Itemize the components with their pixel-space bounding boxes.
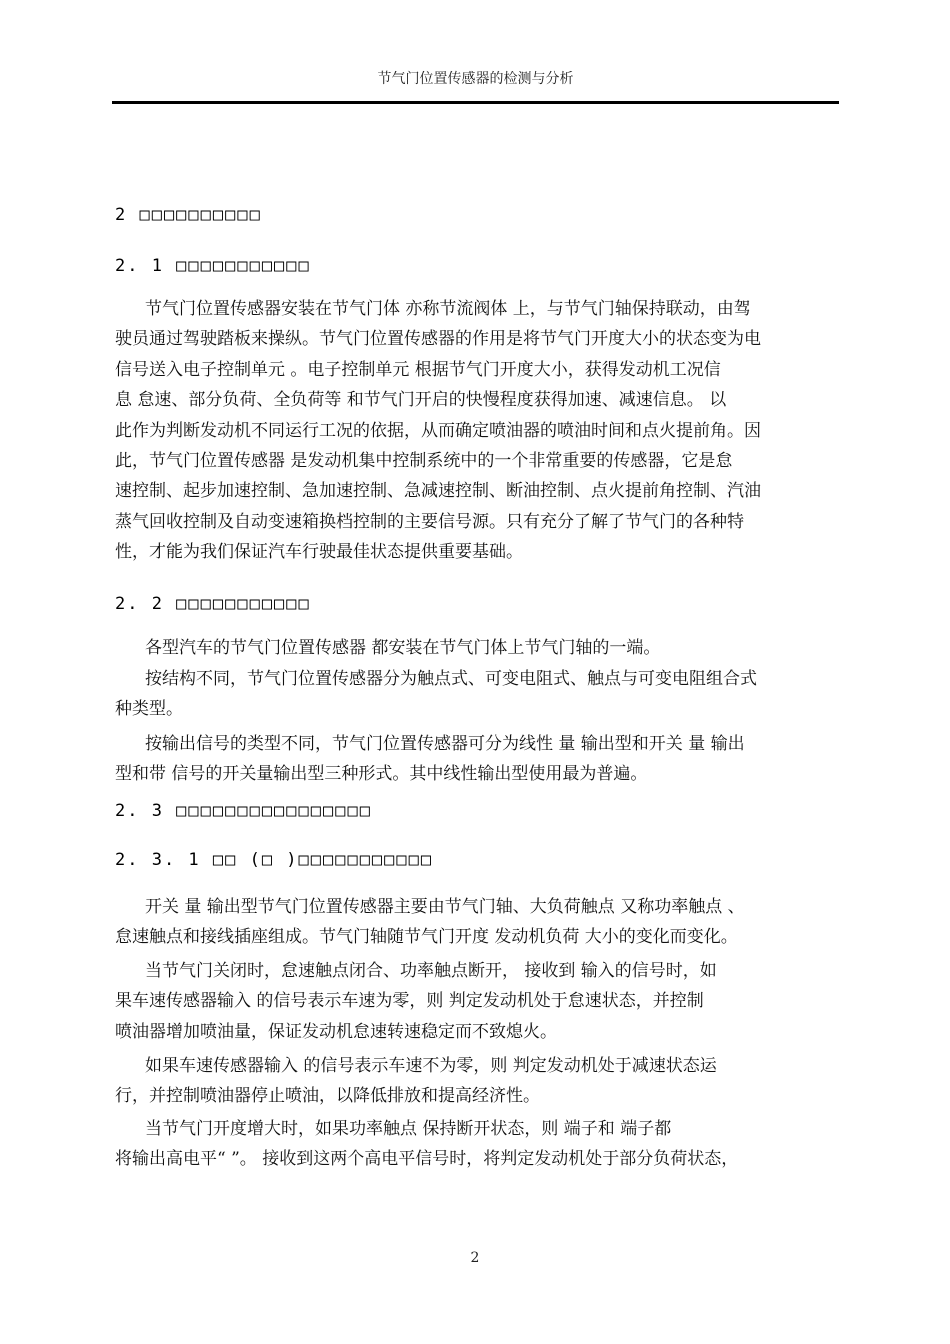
paragraph-2-3-1-1 bbox=[115, 892, 837, 953]
paragraph-2-3-1-4 bbox=[115, 1114, 837, 1175]
text-line: 按输出信号的类型不同，节气门位置传感器可分为线性 量 输出型和开关 量 输出 bbox=[145, 734, 745, 754]
text-line: 信号送入电子控制单元 。电子控制单元 根据节气门开度大小，获得发动机工况信 bbox=[115, 359, 721, 380]
text-line: 开关 量 输出型节气门位置传感器主要由节气门轴、大负荷触点 又称功率触点 、 bbox=[145, 897, 745, 917]
text-line: 此作为判断发动机不同运行工况的依据，从而确定喷油器的喷油时间和点火提前角。因 bbox=[115, 420, 761, 441]
paragraph-2-2-3 bbox=[115, 729, 837, 790]
section-heading-2-2: 2. 2 □□□□□□□□□□□ bbox=[115, 594, 311, 614]
text-line: 各型汽车的节气门位置传感器 都安装在节气门体上节气门轴的一端。 bbox=[145, 638, 661, 658]
section-heading-2-1: 2. 1 □□□□□□□□□□□ bbox=[115, 256, 311, 276]
text-line: 按结构不同，节气门位置传感器分为触点式、可变电阻式、触点与可变电阻组合式 bbox=[145, 669, 757, 689]
text-line: 驶员通过驾驶踏板来操纵。节气门位置传感器的作用是将节气门开度大小的状态变为电 bbox=[115, 329, 761, 350]
text-line: 性，才能为我们保证汽车行驶最佳状态提供重要基础。 bbox=[115, 542, 523, 563]
header-rule bbox=[112, 101, 839, 104]
text-line: 喷油器增加喷油量，保证发动机怠速转速稳定而不致熄火。 bbox=[115, 1021, 557, 1042]
text-line: 种类型。 bbox=[115, 699, 183, 720]
section-heading-2-3-1: 2. 3. 1 □□ (□ )□□□□□□□□□□□ bbox=[115, 850, 434, 870]
text-line: 怠速触点和接线插座组成。节气门轴随节气门开度 发动机负荷 大小的变化而变化。 bbox=[115, 927, 738, 948]
text-line: 当节气门开度增大时，如果功率触点 保持断开状态，则 端子和 端子都 bbox=[145, 1119, 672, 1139]
section-heading-2-3: 2. 3 □□□□□□□□□□□□□□□□ bbox=[115, 801, 372, 821]
paragraph-2-2-2 bbox=[115, 664, 837, 725]
text-line: 将输出高电平“ ”。 接收到这两个高电平信号时，将判定发动机处于部分负荷状态， bbox=[115, 1149, 739, 1170]
text-line: 此，节气门位置传感器 是发动机集中控制系统中的一个非常重要的传感器，它是怠 bbox=[115, 450, 733, 471]
paragraph-2-3-1-2 bbox=[115, 956, 837, 1047]
text-line: 当节气门关闭时，怠速触点闭合、功率触点断开， 接收到 输入的信号时，如 bbox=[145, 961, 717, 981]
text-line: 蒸气回收控制及自动变速箱换档控制的主要信号源。只有充分了解了节气门的各种特 bbox=[115, 511, 744, 532]
paragraph-2-3-1-3 bbox=[115, 1051, 837, 1112]
page-number: 2 bbox=[470, 1250, 480, 1266]
running-header: 节气门位置传感器的检测与分析 bbox=[377, 71, 574, 87]
text-line: 果车速传感器输入 的信号表示车速为零，则 判定发动机处于怠速状态，并控制 bbox=[115, 991, 704, 1012]
text-line: 行，并控制喷油器停止喷油，以降低排放和提高经济性。 bbox=[115, 1086, 540, 1107]
text-line: 如果车速传感器输入 的信号表示车速不为零，则 判定发动机处于减速状态运 bbox=[145, 1056, 717, 1076]
text-line: 速控制、起步加速控制、急加速控制、急减速控制、断油控制、点火提前角控制、汽油 bbox=[115, 481, 761, 502]
text-line: 息 怠速、部分负荷、全负荷等 和节气门开启的快慢程度获得加速、减速信息。 以 bbox=[115, 390, 727, 411]
text-line: 节气门位置传感器安装在节气门体 亦称节流阀体 上，与节气门轴保持联动，由驾 bbox=[145, 299, 751, 319]
paragraph-2-2-1 bbox=[115, 633, 837, 663]
section-heading-2: 2 □□□□□□□□□□ bbox=[115, 205, 262, 225]
text-line: 型和带 信号的开关量输出型三种形式。其中线性输出型使用最为普遍。 bbox=[115, 764, 648, 785]
paragraph-2-1-1 bbox=[115, 294, 837, 568]
